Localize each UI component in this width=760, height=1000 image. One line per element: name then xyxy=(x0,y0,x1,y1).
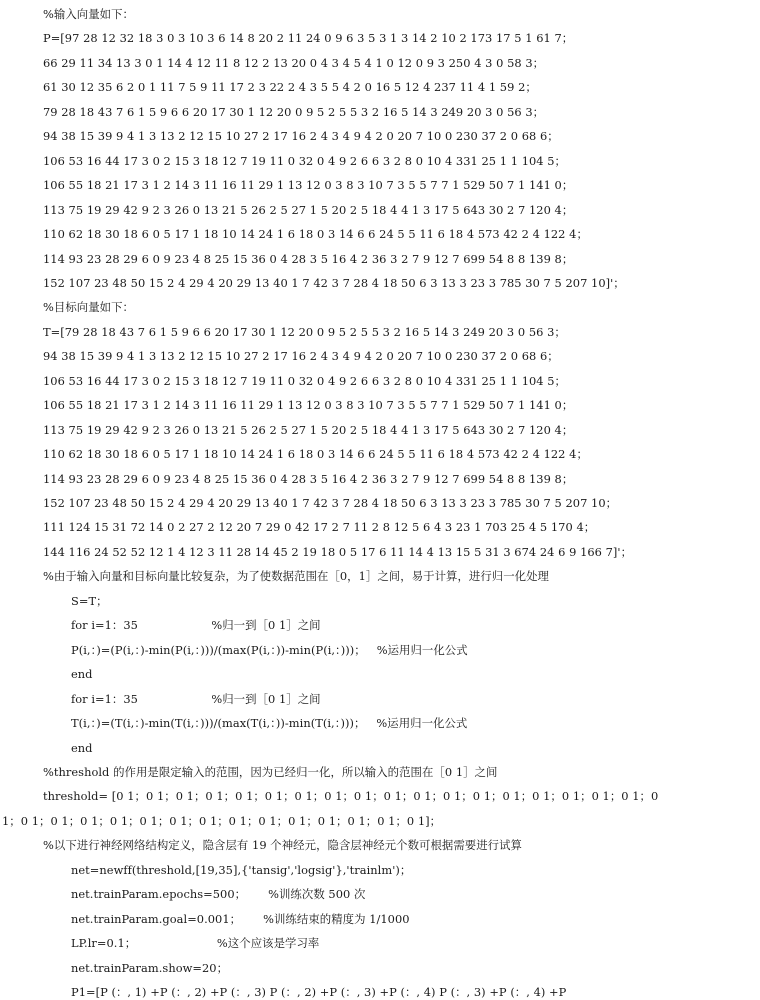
text-line: 94 38 15 39 9 4 1 3 13 2 12 15 10 27 2 17 16 2 4 3 4 9 4 2 0 20 7 10 0 230 37 2 0 68 6； xyxy=(43,349,559,364)
text-line: 1；0 1；0 1；0 1；0 1；0 1；0 1；0 1；0 1；0 1；0 1；0 1；0 1；0 1；0 1]； xyxy=(2,813,442,828)
text-line: S=T； xyxy=(71,593,108,608)
text-line: %threshold 的作用是限定输入的范围，因为已经归一化，所以输入的范围在［0 1］之间 xyxy=(43,764,498,779)
text-line: 66 29 11 34 13 3 0 1 14 4 12 11 8 12 2 13 20 0 4 3 4 5 4 1 0 12 0 9 3 250 4 3 0 58 3； xyxy=(43,55,545,70)
text-line: T=[79 28 18 43 7 6 1 5 9 6 6 20 17 30 1 12 20 0 9 5 2 5 5 3 2 16 5 14 3 249 20 3 0 56 3； xyxy=(43,324,566,339)
text-line: 113 75 19 29 42 9 2 3 26 0 13 21 5 26 2 5 27 1 5 20 2 5 18 4 4 1 3 17 5 643 30 2 7 120 4； xyxy=(43,422,574,437)
text-line: 110 62 18 30 18 6 0 5 17 1 18 10 14 24 1 6 18 0 3 14 6 6 24 5 5 11 6 18 4 573 42 2 4 122 4； xyxy=(43,447,588,462)
text-line: P1=[P (：, 1) +P (：, 2) +P (：, 3) P (：, 2) +P (：, 3) +P (：, 4) P (：, 3) +P (：, 4) +P xyxy=(71,985,567,999)
text-line: T(i,：)=(T(i,：)-min(T(i,：)))/(max(T(i,：))-min(T(i,：)))； %运用归一化公式 xyxy=(71,716,468,731)
text-line: LP.lr=0.1； %这个应该是学习率 xyxy=(71,936,320,951)
text-line: 61 30 12 35 6 2 0 1 11 7 5 9 11 17 2 3 22 2 4 3 5 5 4 2 0 16 5 12 4 237 11 4 1 59 2； xyxy=(43,80,537,95)
text-line: %目标向量如下： xyxy=(43,300,134,315)
text-line: 106 53 16 44 17 3 0 2 15 3 18 12 7 19 11 0 32 0 4 9 2 6 6 3 2 8 0 10 4 331 25 1 1 104 5； xyxy=(43,373,566,388)
text-line: 152 107 23 48 50 15 2 4 29 4 20 29 13 40 1 7 42 3 7 28 4 18 50 6 3 13 3 23 3 785 30 7 5 207 10； xyxy=(43,496,618,510)
text-line: net.trainParam.goal=0.001； %训练结束的精度为 1/1000 xyxy=(71,911,410,926)
text-line: 114 93 23 28 29 6 0 9 23 4 8 25 15 36 0 4 28 3 5 16 4 2 36 3 2 7 9 12 7 699 54 8 8 139 8； xyxy=(43,251,574,266)
text-line: end xyxy=(71,740,93,755)
text-line: %输入向量如下： xyxy=(43,7,134,21)
text-line: net.trainParam.epochs=500； %训练次数 500 次 xyxy=(71,887,366,902)
text-line: 114 93 23 28 29 6 0 9 23 4 8 25 15 36 0 4 28 3 5 16 4 2 36 3 2 7 9 12 7 699 54 8 8 139 8； xyxy=(43,471,574,486)
text-line: net=newff(threshold,[19,35],{'tansig','logsig'},'trainlm')； xyxy=(71,862,412,877)
text-line: %由于输入向量和目标向量比较复杂，为了使数据范围在［0，1］之间，易于计算，进行归一化处理 xyxy=(43,569,549,584)
text-line: 94 38 15 39 9 4 1 3 13 2 12 15 10 27 2 17 16 2 4 3 4 9 4 2 0 20 7 10 0 230 37 2 0 68 6； xyxy=(43,129,559,144)
text-line: net.trainParam.show=20； xyxy=(71,960,229,975)
text-line: 110 62 18 30 18 6 0 5 17 1 18 10 14 24 1 6 18 0 3 14 6 6 24 5 5 11 6 18 4 573 42 2 4 122 4； xyxy=(43,227,588,242)
text-line: 79 28 18 43 7 6 1 5 9 6 6 20 17 30 1 12 20 0 9 5 2 5 5 3 2 16 5 14 3 249 20 3 0 56 3； xyxy=(43,104,545,119)
text-line: 106 53 16 44 17 3 0 2 15 3 18 12 7 19 11 0 32 0 4 9 2 6 6 3 2 8 0 10 4 331 25 1 1 104 5； xyxy=(43,153,566,168)
text-line: %以下进行神经网络结构定义，隐含层有 19 个神经元，隐含层神经元个数可根据需要进行试算 xyxy=(43,838,522,853)
text-line: end xyxy=(71,667,93,682)
text-line: threshold= [0 1；0 1；0 1；0 1；0 1；0 1；0 1；0 1；0 1；0 1；0 1；0 1；0 1；0 1；0 1；0 1；0 1；0 1；0 xyxy=(43,789,659,804)
text-line: for i=1：35 %归一到［0 1］之间 xyxy=(71,691,321,706)
text-line: 106 55 18 21 17 3 1 2 14 3 11 16 11 29 1 13 12 0 3 8 3 10 7 3 5 5 7 7 1 529 50 7 1 141 0； xyxy=(43,178,574,193)
text-line: 106 55 18 21 17 3 1 2 14 3 11 16 11 29 1 13 12 0 3 8 3 10 7 3 5 5 7 7 1 529 50 7 1 141 0； xyxy=(43,398,574,413)
text-line: 144 116 24 52 52 12 1 4 12 3 11 28 14 45 2 19 18 0 5 17 6 11 14 4 13 15 5 31 3 674 24 6 9 166 7]'； xyxy=(43,544,633,559)
text-line: for i=1：35 %归一到［0 1］之间 xyxy=(71,618,321,633)
text-line: P=[97 28 12 32 18 3 0 3 10 3 6 14 8 20 2 11 24 0 9 6 3 5 3 1 3 14 2 10 2 173 17 5 1 61 7； xyxy=(43,31,574,46)
text-line: 152 107 23 48 50 15 2 4 29 4 20 29 13 40 1 7 42 3 7 28 4 18 50 6 3 13 3 23 3 785 30 7 5 207 10]'； xyxy=(43,275,625,290)
text-line: 113 75 19 29 42 9 2 3 26 0 13 21 5 26 2 5 27 1 5 20 2 5 18 4 4 1 3 17 5 643 30 2 7 120 4； xyxy=(43,202,574,217)
text-line: P(i,：)=(P(i,：)-min(P(i,：)))/(max(P(i,：))-min(P(i,：)))； %运用归一化公式 xyxy=(71,642,468,657)
text-line: 111 124 15 31 72 14 0 2 27 2 12 20 7 29 0 42 17 2 7 11 2 8 12 5 6 4 3 23 1 703 25 4 5 170 4； xyxy=(43,520,596,535)
